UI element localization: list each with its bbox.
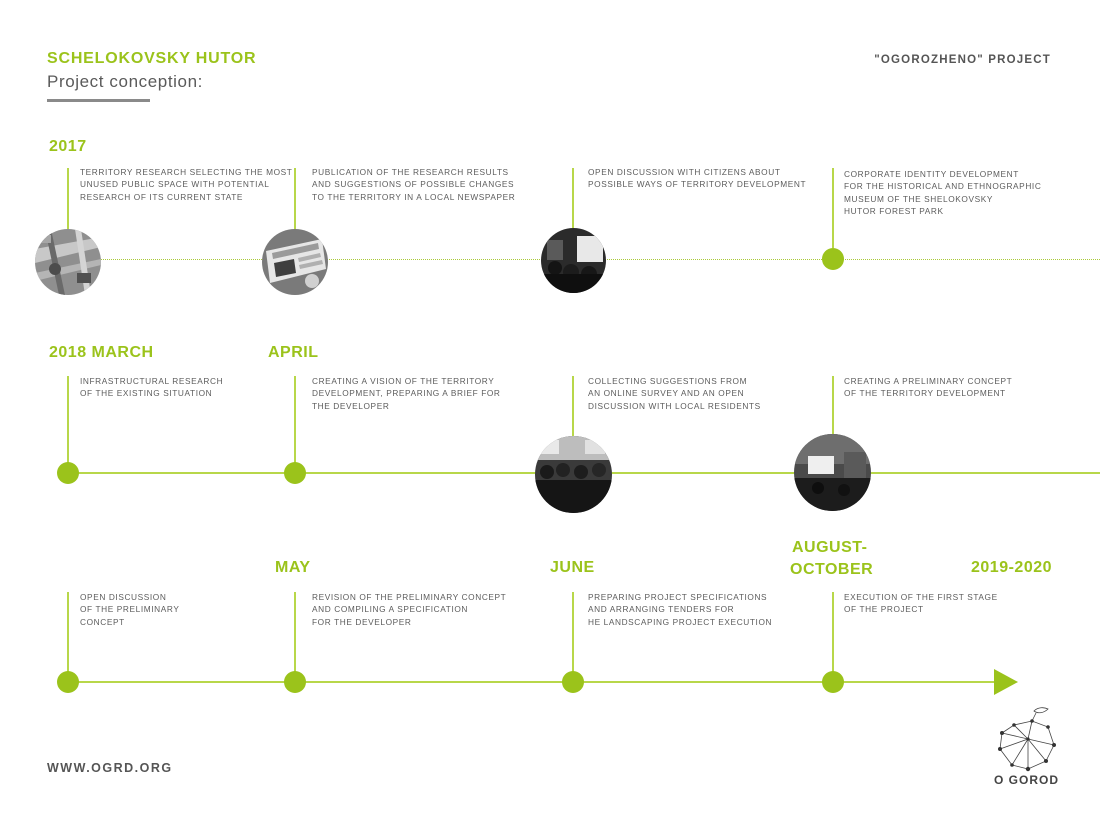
- connector: [572, 168, 574, 228]
- connector: [572, 376, 574, 436]
- year-2019-2020: 2019-2020: [971, 559, 1053, 576]
- milestone-dot: [57, 462, 79, 484]
- connector: [832, 592, 834, 676]
- month-august: AUGUST-: [792, 539, 868, 556]
- month-may: MAY: [275, 559, 311, 576]
- arrow-right-icon: [994, 669, 1018, 695]
- connector: [294, 592, 296, 676]
- month-october: OCTOBER: [790, 561, 874, 578]
- milestone-dot: [562, 671, 584, 693]
- month-june: JUNE: [550, 559, 595, 576]
- milestone-photo: [535, 436, 612, 513]
- milestone-description: TERRITORY RESEARCH SELECTING THE MOST UNUSED PUBLIC SPACE WITH POTENTIAL RESEARCH OF ITS CURRENT STATE: [80, 167, 293, 202]
- newspaper-photo-icon: [262, 229, 328, 295]
- ogorod-logo: [990, 703, 1062, 773]
- connector: [67, 592, 69, 676]
- aerial-photo-icon: [35, 229, 101, 295]
- connector: [294, 168, 296, 230]
- milestone-dot: [284, 671, 306, 693]
- milestone-photo: [262, 229, 328, 295]
- timeline-line-row3: [68, 681, 998, 683]
- connector: [294, 376, 296, 466]
- connector: [67, 376, 69, 466]
- milestone-description: OPEN DISCUSSION WITH CITIZENS ABOUT POSSIBLE WAYS OF TERRITORY DEVELOPMENT: [588, 167, 807, 190]
- audience-photo-icon: [535, 436, 612, 513]
- milestone-dot: [284, 462, 306, 484]
- apple-constellation-icon: [990, 703, 1062, 773]
- meeting-photo-icon: [541, 228, 606, 293]
- milestone-dot: [822, 248, 844, 270]
- milestone-photo: [794, 434, 871, 511]
- connector: [572, 592, 574, 676]
- milestone-dot: [822, 671, 844, 693]
- milestone-description: EXECUTION OF THE FIRST STAGE OF THE PROJECT: [844, 592, 998, 615]
- connector: [832, 376, 834, 434]
- subtitle-underline: [47, 99, 150, 102]
- project-name: "OGOROZHENO" PROJECT: [874, 54, 1051, 66]
- milestone-description: INFRASTRUCTURAL RESEARCH OF THE EXISTING SITUATION: [80, 376, 224, 399]
- milestone-description: COLLECTING SUGGESTIONS FROM AN ONLINE SURVEY AND AN OPEN DISCUSSION WITH LOCAL RESIDENTS: [588, 376, 761, 411]
- milestone-description: OPEN DISCUSSION OF THE PRELIMINARY CONCEPT: [80, 592, 180, 627]
- connector: [832, 168, 834, 248]
- milestone-description: CORPORATE IDENTITY DEVELOPMENT FOR THE HISTORICAL AND ETHNOGRAPHIC MUSEUM OF THE SHELOKOVSKY HUTOR FOREST PARK: [844, 169, 1042, 216]
- month-april: APRIL: [268, 344, 319, 361]
- milestone-description: CREATING A PRELIMINARY CONCEPT OF THE TERRITORY DEVELOPMENT: [844, 376, 1013, 399]
- year-2018-march: 2018 MARCH: [49, 344, 154, 361]
- milestone-description: CREATING A VISION OF THE TERRITORY DEVELOPMENT, PREPARING A BRIEF FOR THE DEVELOPER: [312, 376, 501, 411]
- milestone-photo: [35, 229, 101, 295]
- connector: [67, 168, 69, 230]
- milestone-description: PUBLICATION OF THE RESEARCH RESULTS AND SUGGESTIONS OF POSSIBLE CHANGES TO THE TERRITORY IN A LOCAL NEWSPAPER: [312, 167, 516, 202]
- milestone-photo: [541, 228, 606, 293]
- brand-title: SCHELOKOVSKY HUTOR: [47, 50, 257, 67]
- milestone-dot: [57, 671, 79, 693]
- logo-wordmark: O GOROD: [994, 773, 1060, 787]
- website-link[interactable]: WWW.OGRD.ORG: [47, 761, 173, 775]
- presentation-photo-icon: [794, 434, 871, 511]
- milestone-description: REVISION OF THE PRELIMINARY CONCEPT AND COMPILING A SPECIFICATION FOR THE DEVELOPER: [312, 592, 507, 627]
- page-subtitle: Project conception:: [47, 72, 203, 91]
- milestone-description: PREPARING PROJECT SPECIFICATIONS AND ARRANGING TENDERS FOR HE LANDSCAPING PROJECT EXECUTION: [588, 592, 773, 627]
- year-2017: 2017: [49, 138, 87, 155]
